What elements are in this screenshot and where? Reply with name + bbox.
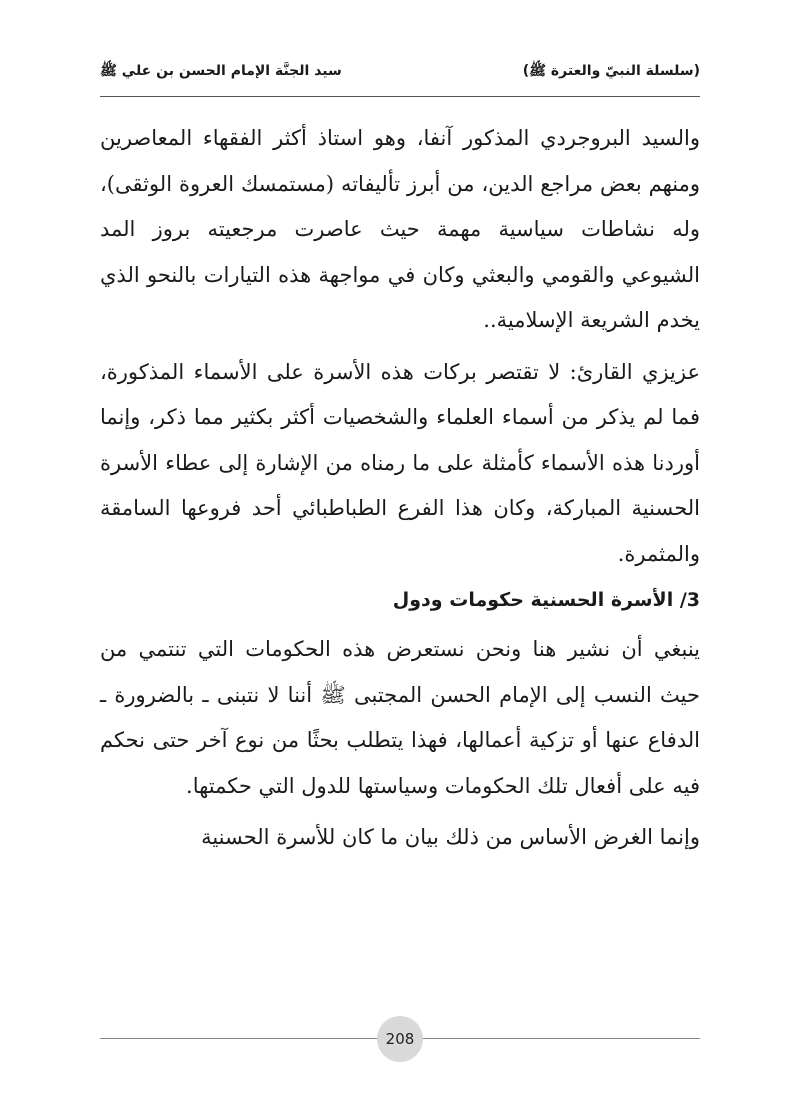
page-footer: [100, 1016, 700, 1062]
page-body: [100, 116, 700, 861]
page-number: 208: [377, 1016, 423, 1062]
body-paragraph: عزيزي القارئ: لا تقتصر بركات هذه الأسرة على الأسماء المذكورة، فما لم يذكر من أسماء العلماء والشخصيات أكثر بكثير مما ذكر، وإنما أوردنا هذه الأسماء كأمثلة على ما رمناه من الإشارة إلى عطاء الأسرة الحسنية المباركة، وكان هذا الفرع الطباطبائي أحد فروعها السامقة والمثمرة.: [100, 359, 700, 566]
header-divider: [100, 96, 700, 97]
series-title: (سلسلة النبيّ والعترة ﷺ): [522, 63, 700, 79]
section-heading: 3/ الأسرة الحسنية حكومات ودول: [392, 589, 700, 611]
body-paragraph: والسيد البروجردي المذكور آنفا، وهو استاذ أكثر الفقهاء المعاصرين ومنهم بعض مراجع الدين، من أبرز تأليفاته (مستمسك العروة الوثقى)، وله نشاطات سياسية مهمة حيث عاصرت مرجعيته بروز المد الشيوعي والقومي والبعثي وكان في مواجهة هذه التيارات بالنحو الذي يخدم الشريعة الإسلامية..: [100, 126, 700, 332]
running-header: [100, 62, 700, 86]
book-title: سيد الجنَّة الإمام الحسن بن علي ﷺ: [100, 63, 342, 79]
body-paragraph: وإنما الغرض الأساس من ذلك بيان ما كان للأسرة الحسنية: [201, 825, 700, 849]
body-paragraph: ينبغي أن نشير هنا ونحن نستعرض هذه الحكومات التي تنتمي من حيث النسب إلى الإمام الحسن المجتبى ﷺ أننا لا نتبنى ـ بالضرورة ـ الدفاع عنها أو تزكية أعمالها، فهذا يتطلب بحثًا من نوع آخر حتى نحكم فيه على أفعال تلك الحكومات وسياستها للدول التي حكمتها.: [100, 637, 700, 798]
